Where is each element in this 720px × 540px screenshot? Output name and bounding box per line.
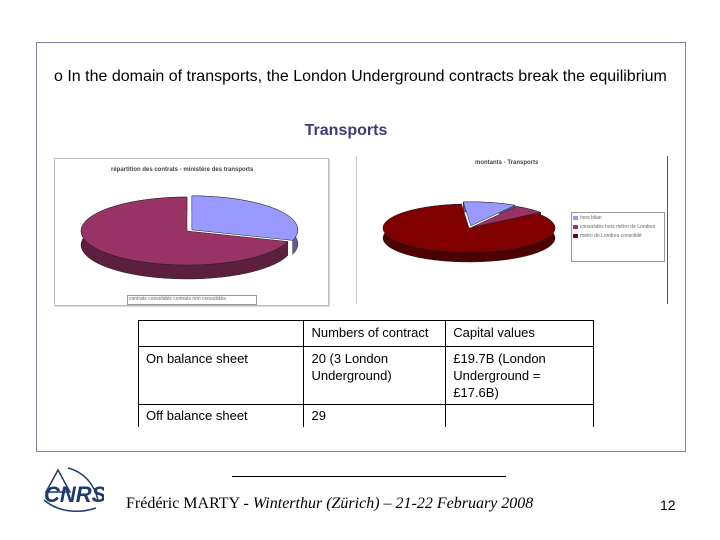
- section-title: Transports: [304, 122, 388, 139]
- footer-text: [126, 495, 596, 513]
- footer-author: Frédéric MARTY -: [126, 495, 253, 512]
- legend-contracts-text: contrats consolidés contrats non consolidés: [129, 296, 226, 302]
- pie-chart-amounts: [356, 156, 668, 304]
- cnrs-logo: [40, 462, 104, 523]
- page-number: 12: [660, 497, 676, 513]
- contracts-table: [138, 320, 594, 427]
- table-header-cell: Capital values: [446, 321, 594, 347]
- pie-chart-contracts: [54, 158, 329, 306]
- table-row: [139, 405, 594, 428]
- footer-event: Winterthur (Zürich) – 21-22 February 2008: [252, 495, 534, 512]
- table-cell: On balance sheet: [139, 347, 304, 405]
- table-header-cell: Numbers of contract: [304, 321, 446, 347]
- pie-contracts-svg: [55, 159, 330, 307]
- cnrs-logo-icon: [40, 462, 104, 518]
- legend-swatch-1: [573, 225, 578, 229]
- legend-label-2: métro de Londres consolidé: [580, 233, 642, 239]
- legend-amounts-item-2: [573, 232, 655, 241]
- svg-text:CNRS: CNRS: [44, 482, 104, 507]
- bullet-text: o In the domain of transports, the London Underground contracts break the equilibrium: [54, 68, 667, 85]
- legend-swatch-2: [573, 234, 578, 238]
- chart-title-contracts: répartition des contrats - ministère des transports: [111, 167, 254, 173]
- legend-amounts-item-0: [573, 214, 655, 223]
- legend-swatch-0: [573, 216, 578, 220]
- table-cell: 29: [304, 405, 446, 428]
- table-header-row: [139, 321, 594, 347]
- table-cell: 20 (3 London Underground): [304, 347, 446, 405]
- table-cell: [446, 405, 594, 428]
- legend-label-1: consolidés hors métro de Londres: [580, 224, 656, 230]
- table-cell: £19.7B (London Underground = £17.6B): [446, 347, 594, 405]
- legend-amounts-item-1: [573, 223, 655, 232]
- legend-label-0: hors bilan: [580, 215, 602, 221]
- chart-title-amounts: montants - Transports: [475, 160, 539, 166]
- footer-divider: [232, 476, 506, 477]
- legend-contracts: [129, 295, 226, 304]
- table-cell: Off balance sheet: [139, 405, 304, 428]
- table-header-cell: [139, 321, 304, 347]
- table-row: [139, 347, 594, 405]
- legend-amounts: [573, 214, 655, 241]
